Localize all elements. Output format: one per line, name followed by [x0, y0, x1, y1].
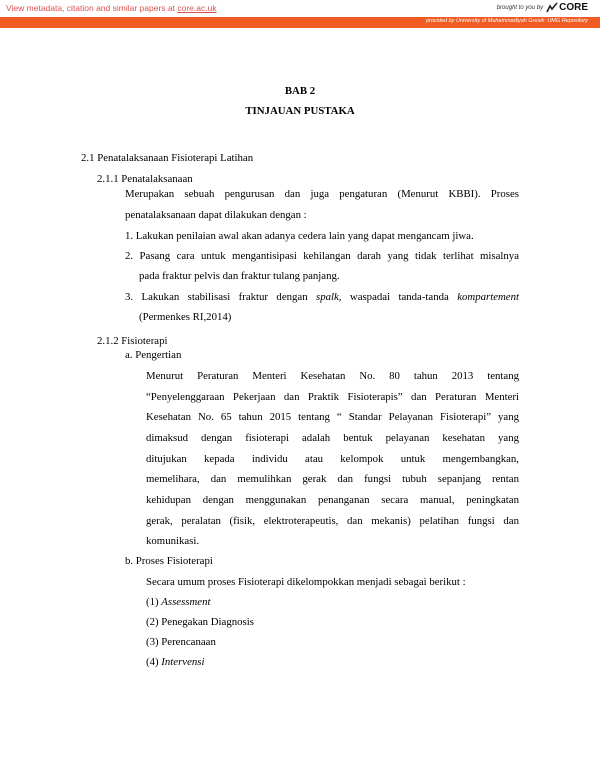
list-item-1: 1. Lakukan penilaian awal akan adanya cedera lain yang dapat mengancam jiwa.: [125, 230, 474, 242]
process-item-2: (2) Penegakan Diagnosis: [146, 616, 254, 628]
process-item-3: (3) Perencanaan: [146, 636, 216, 648]
chapter-title: TINJAUAN PUSTAKA: [245, 105, 355, 117]
subsection-heading-2-1-1: 2.1.1 Penatalaksanaan: [97, 173, 193, 185]
chapter-number: BAB 2: [284, 85, 316, 97]
paragraph-line: dimaksud dengan fisioterapi adalah bentuk pelayanan kesehatan yang: [146, 432, 519, 444]
paragraph-line: komunikasi.: [146, 535, 200, 547]
process-item-4: (4) Intervensi: [146, 656, 205, 668]
paragraph-line: memelihara, dan memulihkan gerak dan fungsi tubuh sepanjang rentan: [146, 473, 519, 485]
paragraph-line: kehidupan dengan menggunakan penanganan secara manual, peningkatan: [146, 494, 519, 506]
paragraph-line: Secara umum proses Fisioterapi dikelompokkan menjadi sebagai berikut :: [146, 576, 466, 588]
section-heading-2-1: 2.1 Penatalaksanaan Fisioterapi Latihan: [81, 152, 254, 164]
subsection-heading-2-1-2: 2.1.2 Fisioterapi: [97, 335, 168, 347]
item-a-heading: a. Pengertian: [125, 349, 182, 361]
core-logo-icon: [546, 2, 558, 13]
list-item-3-citation: (Permenkes RI,2014): [139, 311, 232, 323]
list-item-2-cont: pada fraktur pelvis dan fraktur tulang panjang.: [139, 270, 340, 282]
paragraph-line: gerak, peralatan (fisik, elektroterapeutis, dan mekanis) pelatihan fungsi dan: [146, 515, 519, 527]
process-item-1: (1) Assessment: [146, 596, 211, 608]
paragraph-line: “Penyelenggaraan Pekerjaan dan Praktik Fisioterapis” dan Peraturan Menteri: [146, 391, 519, 403]
paragraph-line: penatalaksanaan dapat dilakukan dengan :: [125, 209, 307, 221]
provided-by-text: provided by University of Muhammadiyah Gresik: UMG Repository: [425, 18, 588, 24]
list-item-2: 2. Pasang cara untuk mengantisipasi kehilangan darah yang tidak terlihat misalnya: [125, 250, 519, 262]
core-url-link[interactable]: core.ac.uk: [177, 3, 217, 13]
paragraph-line: Merupakan sebuah pengurusan dan juga pengaturan (Menurut KBBI). Proses: [125, 188, 519, 200]
paragraph-line: Kesehatan No. 65 tahun 2015 tentang “ Standar Pelayanan Fisioterapi” yang: [146, 411, 519, 423]
provided-by-bar: [0, 17, 600, 28]
core-header-bar: [0, 0, 600, 17]
item-b-heading: b. Proses Fisioterapi: [125, 555, 213, 567]
brought-by-text: brought to you by CORE: [496, 2, 588, 13]
core-logo[interactable]: CORE: [546, 2, 588, 13]
paragraph-line: ditujukan kepada individu atau kelompok untuk mengembangkan,: [146, 453, 519, 465]
list-item-3: 3. Lakukan stabilisasi fraktur dengan spalk, waspadai tanda-tanda kompartement: [125, 291, 519, 303]
paragraph-line: Menurut Peraturan Menteri Kesehatan No. 80 tahun 2013 tentang: [146, 370, 519, 382]
core-metadata-link[interactable]: View metadata, citation and similar papers at core.ac.uk: [6, 3, 217, 13]
